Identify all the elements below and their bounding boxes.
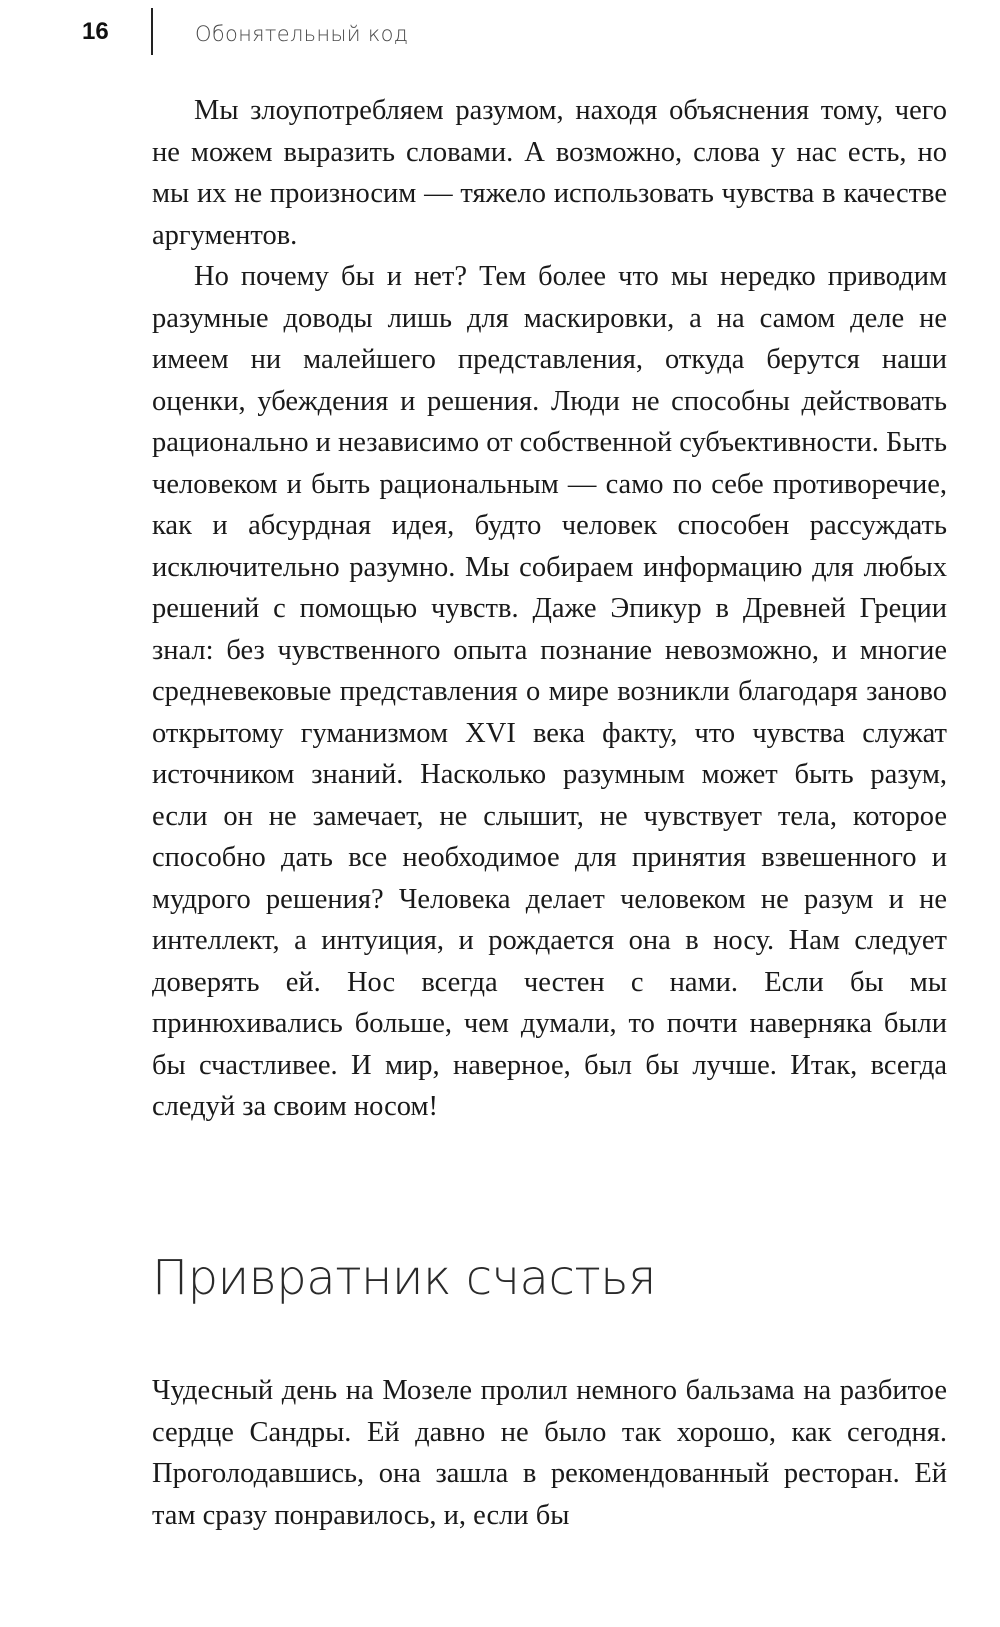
running-title: Обонятельный код: [195, 22, 409, 46]
paragraph-2: Но почему бы и нет? Тем более что мы нередко приводим разумные доводы лишь для маскировки, а на самом деле не имеем ни малейшего представления, откуда берутся наши оценки, убеждения и решения. Люди не способны действовать рационально и независимо от собственной субъективности. Быть человеком и быть рациональным — само по себе противоречие, как и абсурдная идея, будто человек способен рассуждать исключительно разумно. Мы собираем информацию для любых решений с помощью чувств. Даже Эпикур в Древней Греции знал: без чувственного опыта познание невозможно, и многие средневековые представления о мире возникли благодаря заново открытому гуманизмом XVI века факту, что чувства служат источником знаний. Насколько разумным может быть разум, если он не замечает, не слышит, не чувствует тела, которое способно дать все необходимое для принятия взвешенного и мудрого решения? Человека делает человеком не разум и не интеллект, а интуиция, и рождается она в носу. Нам следует доверять ей. Нос всегда честен с нами. Если бы мы принюхивались больше, чем думали, то почти наверняка были бы счастливее. И мир, наверное, был бы лучше. Итак, всегда следуй за своим носом!: [152, 261, 947, 1122]
section-paragraph-1: Чудесный день на Мозеле пролил немного бальзама на разбитое сердце Сандры. Ей давно не было так хорошо, как сегодня. Проголодавшись, она зашла в рекомендованный ресторан. Ей там сразу понравилось, и, если бы: [152, 1375, 947, 1531]
section-text: [152, 1370, 947, 1536]
paragraph-1: Мы злоупотребляем разумом, находя объяснения тому, чего не можем выразить словами. А возможно, слова у нас есть, но мы их не произносим — тяжело использовать чувства в качестве аргументов.: [152, 95, 947, 251]
header-divider: [151, 8, 153, 55]
page-header: [0, 0, 1000, 70]
body-text: [152, 90, 947, 1128]
page-number: 16: [82, 18, 109, 45]
section-heading: Привратник счастья: [152, 1250, 656, 1306]
